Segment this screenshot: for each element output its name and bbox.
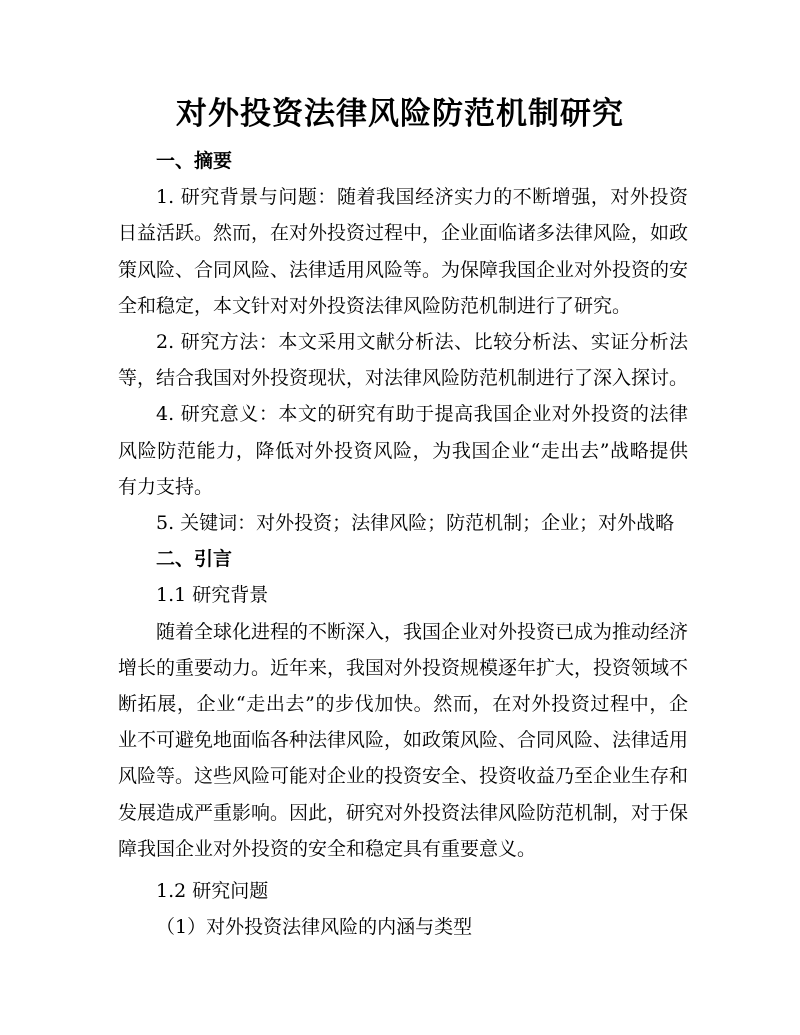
abstract-significance: 4. 研究意义：本文的研究有助于提高我国企业对外投资的法律风险防范能力，降低对外投资风险，为我国企业“走出去”战略提供有力支持。 <box>118 403 688 498</box>
document-body <box>118 143 688 945</box>
section-1-2-item-1: （1）对外投资法律风险的内涵与类型 <box>156 916 473 939</box>
section-1-1-body: 随着全球化进程的不断深入，我国企业对外投资已成为推动经济增长的重要动力。近年来，我国对外投资规模逐年扩大，投资领域不断拓展，企业“走出去”的步伐加快。然而，在对外投资过程中，企业不可避免地面临各种法律风险，如政策风险、合同风险、法律适用风险等。这些风险可能对企业的投资安全、投资收益乃至企业生存和发展造成严重影响。因此，研究对外投资法律风险防范机制，对于保障我国企业对外投资的安全和稳定具有重要意义。 <box>118 620 689 860</box>
document-title: 对外投资法律风险防范机制研究 <box>176 96 624 132</box>
introduction-heading: 二、引言 <box>156 548 233 571</box>
abstract-method: 2. 研究方法：本文采用文献分析法、比较分析法、实证分析法等，结合我国对外投资现状，对法律风险防范机制进行了深入探讨。 <box>118 331 689 390</box>
abstract-heading: 一、摘要 <box>156 150 233 172</box>
abstract-keywords: 5. 关键词：对外投资；法律风险；防范机制；企业；对外战略 <box>156 512 675 535</box>
section-1-1-heading: 1.1 研究背景 <box>156 584 269 607</box>
section-1-2-heading: 1.2 研究问题 <box>156 880 269 903</box>
abstract-background: 1. 研究背景与问题：随着我国经济实力的不断增强，对外投资日益活跃。然而，在对外投资过程中，企业面临诸多法律风险，如政策风险、合同风险、法律适用风险等。为保障我国企业对外投资的安全和稳定，本文针对对外投资法律风险防范机制进行了研究。 <box>118 186 689 317</box>
